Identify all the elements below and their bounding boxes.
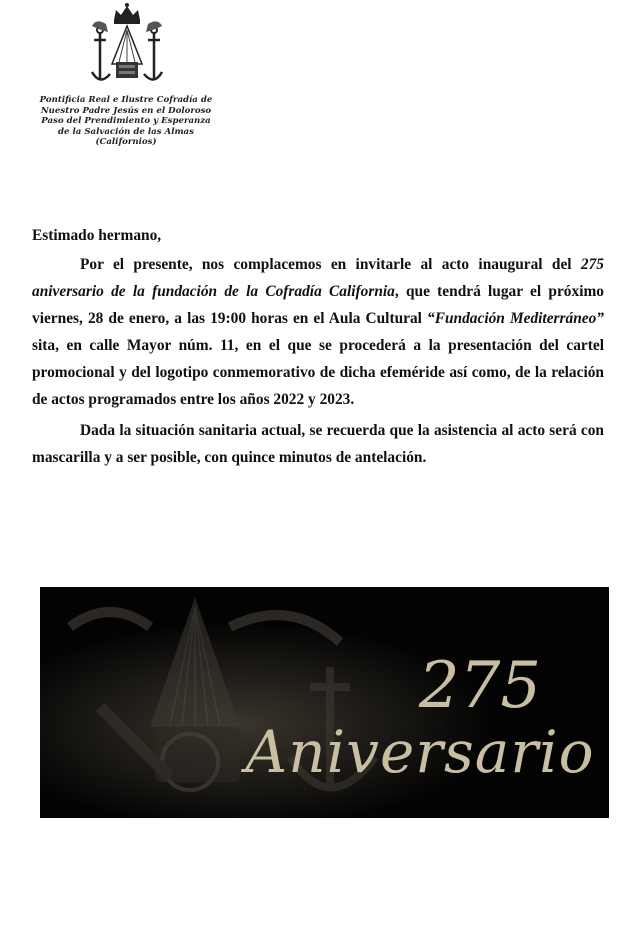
anniversary-banner: [40, 587, 609, 818]
brotherhood-line: Pontificia Real e Ilustre Cofradía de: [39, 95, 213, 105]
invitation-text: sita, en calle Mayor núm. 11, en el que se procederá a la presentación del cartel promocional y del logotipo conmemorativo de dicha efeméride así como, de la relación de actos programados entre los años 2022 y 2023.: [32, 337, 604, 408]
crest-crown-anchors-icon: [86, 2, 168, 90]
brotherhood-line: de la Salvación de las Almas: [58, 126, 194, 137]
invitation-text: , que tendrá lugar el próximo viernes, 28 de enero, a las 19:00 horas en el Aula Cultural: [32, 283, 604, 327]
venue-name: “Fundación Mediterráneo”: [427, 310, 604, 327]
brotherhood-crest: [86, 2, 168, 90]
greeting: Estimado hermano,: [32, 227, 162, 244]
brotherhood-name: [22, 95, 230, 148]
invitation-text: Por el presente, nos complacemos en invitarle al acto inaugural del: [80, 256, 581, 273]
letter-body: [32, 222, 604, 475]
brotherhood-line: (Californios): [95, 137, 157, 148]
anniversary-word: Aniversario: [245, 718, 595, 786]
anniversary-number: 275: [418, 649, 542, 723]
brotherhood-line: Nuestro Padre Jesús en el Doloroso: [40, 105, 212, 116]
invitation-paragraph: [32, 251, 604, 413]
brotherhood-line: Paso del Prendimiento y Esperanza: [41, 116, 211, 127]
anniversary-phrase: 275 aniversario de la fundación de la Cofradía California: [32, 256, 604, 300]
health-notice-paragraph: Dada la situación sanitaria actual, se recuerda que la asistencia al acto será con mascarilla y a ser posible, con quince minutos de antelación.: [32, 422, 604, 466]
